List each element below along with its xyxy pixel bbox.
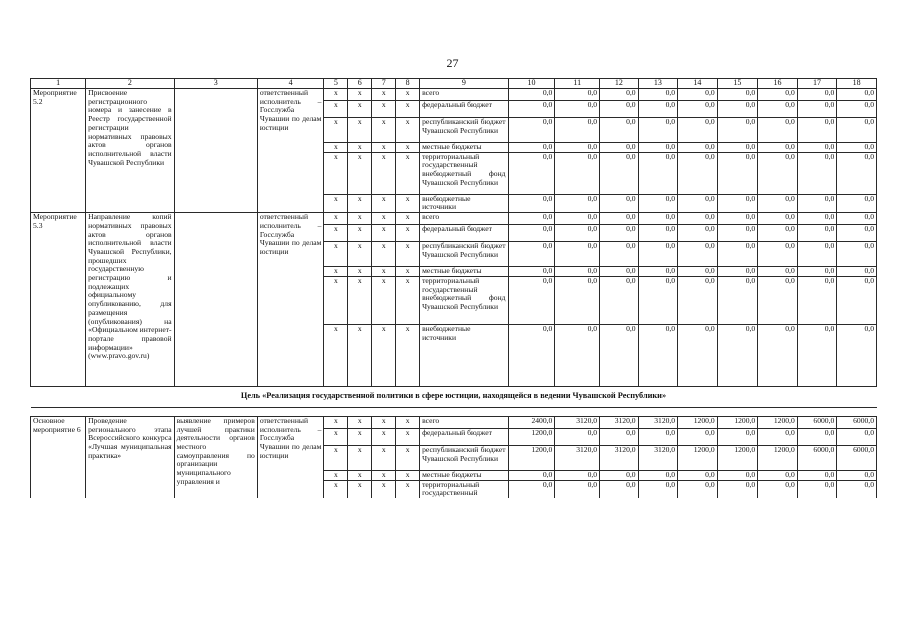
code-cell: x [396, 101, 420, 118]
funding-source-cell: местные бюджеты [420, 143, 508, 153]
value-cell: 0,0 [555, 152, 600, 194]
value-cell: 0,0 [555, 118, 600, 143]
value-cell: 0,0 [600, 213, 639, 225]
funding-source-cell: внебюджетные источники [420, 324, 508, 386]
value-cell: 0,0 [837, 428, 877, 445]
code-cell: x [372, 445, 396, 470]
code-cell: x [396, 152, 420, 194]
code-cell: x [348, 213, 372, 225]
value-cell: 0,0 [508, 152, 555, 194]
value-cell: 1200,0 [717, 416, 758, 428]
value-cell: 1200,0 [717, 445, 758, 470]
code-cell: x [324, 416, 348, 428]
value-cell: 0,0 [678, 470, 718, 480]
value-cell: 0,0 [678, 225, 718, 242]
value-cell: 0,0 [837, 152, 877, 194]
column-number-header: 18 [837, 79, 877, 89]
code-cell: x [396, 242, 420, 267]
column-number-header: 15 [717, 79, 758, 89]
table-body [31, 79, 877, 498]
funding-table [30, 78, 877, 498]
value-cell: 0,0 [678, 89, 718, 101]
value-cell: 0,0 [717, 480, 758, 498]
code-cell: x [324, 225, 348, 242]
code-cell: x [372, 480, 396, 498]
value-cell: 1200,0 [758, 445, 798, 470]
value-cell: 0,0 [555, 276, 600, 324]
value-cell: 0,0 [600, 118, 639, 143]
code-cell: x [324, 242, 348, 267]
event-name-cell: Мероприятие 5.3 [31, 213, 86, 387]
value-cell: 6000,0 [837, 445, 877, 470]
funding-source-cell: федеральный бюджет [420, 101, 508, 118]
value-cell: 0,0 [508, 470, 555, 480]
value-cell: 6000,0 [797, 416, 837, 428]
value-cell: 0,0 [508, 89, 555, 101]
code-cell: x [396, 445, 420, 470]
value-cell: 0,0 [837, 267, 877, 277]
code-cell: x [372, 428, 396, 445]
code-cell: x [372, 225, 396, 242]
code-cell: x [396, 213, 420, 225]
value-cell: 1200,0 [678, 445, 718, 470]
code-cell: x [396, 143, 420, 153]
column-number-header: 8 [396, 79, 420, 89]
value-cell: 0,0 [678, 276, 718, 324]
value-cell: 0,0 [555, 428, 600, 445]
value-cell: 0,0 [555, 213, 600, 225]
code-cell: x [324, 480, 348, 498]
funding-source-cell: республиканский бюджет Чувашской Республики [420, 118, 508, 143]
value-cell: 0,0 [758, 276, 798, 324]
value-cell: 0,0 [555, 194, 600, 212]
value-cell: 0,0 [678, 242, 718, 267]
code-cell: x [396, 118, 420, 143]
code-cell: x [372, 213, 396, 225]
code-cell: x [324, 194, 348, 212]
code-cell: x [324, 213, 348, 225]
funding-source-cell: всего [420, 416, 508, 428]
value-cell: 0,0 [797, 101, 837, 118]
value-cell: 0,0 [638, 324, 678, 386]
value-cell: 0,0 [837, 470, 877, 480]
column-number-header: 6 [348, 79, 372, 89]
value-cell: 0,0 [837, 276, 877, 324]
value-cell: 1200,0 [508, 445, 555, 470]
value-cell: 0,0 [758, 267, 798, 277]
value-cell: 0,0 [508, 324, 555, 386]
value-cell: 0,0 [797, 242, 837, 267]
value-cell: 0,0 [600, 194, 639, 212]
value-cell: 0,0 [758, 213, 798, 225]
code-cell: x [348, 242, 372, 267]
value-cell: 0,0 [555, 480, 600, 498]
funding-source-cell: внебюджетные источники [420, 194, 508, 212]
code-cell: x [396, 225, 420, 242]
value-cell: 0,0 [508, 276, 555, 324]
code-cell: x [372, 118, 396, 143]
code-cell: x [396, 480, 420, 498]
value-cell: 0,0 [678, 267, 718, 277]
value-cell: 0,0 [508, 480, 555, 498]
code-cell: x [348, 276, 372, 324]
event-description-cell: Проведение регионального этапа Всероссийского конкурса «Лучшая муниципальная практика» [86, 416, 174, 498]
value-cell: 0,0 [638, 225, 678, 242]
code-cell: x [372, 242, 396, 267]
value-cell: 0,0 [508, 101, 555, 118]
code-cell: x [372, 143, 396, 153]
value-cell: 0,0 [837, 118, 877, 143]
code-cell: x [348, 416, 372, 428]
value-cell: 0,0 [555, 225, 600, 242]
code-cell: x [348, 143, 372, 153]
value-cell: 3120,0 [600, 445, 639, 470]
code-cell: x [348, 445, 372, 470]
value-cell: 0,0 [758, 225, 798, 242]
value-cell: 0,0 [797, 152, 837, 194]
value-cell: 0,0 [717, 242, 758, 267]
value-cell: 0,0 [678, 428, 718, 445]
value-cell: 0,0 [638, 118, 678, 143]
value-cell: 0,0 [678, 480, 718, 498]
column-number-header: 14 [678, 79, 718, 89]
goal-link-cell [174, 89, 257, 213]
code-cell: x [348, 428, 372, 445]
code-cell: x [372, 276, 396, 324]
value-cell: 0,0 [797, 225, 837, 242]
value-cell: 0,0 [638, 480, 678, 498]
column-number-header: 7 [372, 79, 396, 89]
value-cell: 0,0 [758, 194, 798, 212]
value-cell: 0,0 [797, 324, 837, 386]
value-cell: 1200,0 [508, 428, 555, 445]
value-cell: 0,0 [717, 194, 758, 212]
code-cell: x [348, 225, 372, 242]
goal-row [31, 386, 877, 407]
value-cell: 0,0 [678, 194, 718, 212]
code-cell: x [324, 445, 348, 470]
value-cell: 0,0 [797, 480, 837, 498]
value-cell: 2400,0 [508, 416, 555, 428]
code-cell: x [396, 324, 420, 386]
value-cell: 0,0 [717, 213, 758, 225]
code-cell: x [372, 101, 396, 118]
value-cell: 0,0 [837, 480, 877, 498]
value-cell: 0,0 [555, 267, 600, 277]
value-cell: 0,0 [508, 118, 555, 143]
column-number-header: 11 [555, 79, 600, 89]
value-cell: 0,0 [717, 324, 758, 386]
value-cell: 0,0 [678, 324, 718, 386]
code-cell: x [372, 324, 396, 386]
value-cell: 0,0 [638, 213, 678, 225]
spacer-cell [31, 407, 877, 416]
value-cell: 0,0 [837, 324, 877, 386]
code-cell: x [396, 470, 420, 480]
code-cell: x [324, 470, 348, 480]
code-cell: x [324, 276, 348, 324]
value-cell: 0,0 [837, 143, 877, 153]
value-cell: 0,0 [600, 242, 639, 267]
value-cell: 6000,0 [837, 416, 877, 428]
value-cell: 0,0 [600, 101, 639, 118]
value-cell: 0,0 [837, 194, 877, 212]
executor-cell: ответственный исполнитель – Госслужба Чувашии по делам юстиции [257, 416, 324, 498]
value-cell: 0,0 [837, 213, 877, 225]
value-cell: 0,0 [837, 242, 877, 267]
code-cell: x [324, 267, 348, 277]
value-cell: 0,0 [638, 143, 678, 153]
value-cell: 0,0 [758, 324, 798, 386]
code-cell: x [372, 470, 396, 480]
table-row [31, 416, 877, 428]
value-cell: 0,0 [678, 143, 718, 153]
event-description-cell: Направление копий нормативных правовых актов органов исполнительной власти Чувашской Республики, прошедших государственную регистрацию и подлежащих официальному опубликованию, для размещения (опубликования) на «Официальном интернет-портале правовой информации» (www.pravo.gov.ru) [86, 213, 174, 387]
code-cell: x [348, 324, 372, 386]
value-cell: 1200,0 [678, 416, 718, 428]
executor-cell: ответственный исполнитель – Госслужба Чувашии по делам юстиции [257, 213, 324, 387]
column-number-header: 16 [758, 79, 798, 89]
column-number-header: 4 [257, 79, 324, 89]
value-cell: 0,0 [555, 101, 600, 118]
code-cell: x [348, 470, 372, 480]
value-cell: 0,0 [508, 242, 555, 267]
code-cell: x [348, 89, 372, 101]
code-cell: x [348, 267, 372, 277]
value-cell: 0,0 [638, 276, 678, 324]
column-number-header: 10 [508, 79, 555, 89]
funding-source-cell: всего [420, 213, 508, 225]
value-cell: 3120,0 [555, 416, 600, 428]
goal-link-cell [174, 213, 257, 387]
code-cell: x [324, 89, 348, 101]
funding-source-cell: территориальный государственный [420, 480, 508, 498]
value-cell: 0,0 [678, 118, 718, 143]
table-row [31, 89, 877, 101]
value-cell: 0,0 [638, 101, 678, 118]
value-cell: 0,0 [797, 428, 837, 445]
value-cell: 0,0 [508, 213, 555, 225]
funding-source-cell: территориальный государственный внебюджетный фонд Чувашской Республики [420, 152, 508, 194]
code-cell: x [372, 152, 396, 194]
value-cell: 3120,0 [638, 416, 678, 428]
value-cell: 0,0 [555, 324, 600, 386]
value-cell: 0,0 [758, 480, 798, 498]
table-row [31, 213, 877, 225]
value-cell: 0,0 [717, 267, 758, 277]
executor-cell: ответственный исполнитель – Госслужба Чувашии по делам юстиции [257, 89, 324, 213]
code-cell: x [396, 428, 420, 445]
value-cell: 0,0 [555, 89, 600, 101]
code-cell: x [396, 416, 420, 428]
value-cell: 0,0 [758, 470, 798, 480]
value-cell: 0,0 [717, 276, 758, 324]
code-cell: x [396, 194, 420, 212]
value-cell: 0,0 [555, 242, 600, 267]
value-cell: 0,0 [638, 152, 678, 194]
column-number-header: 13 [638, 79, 678, 89]
value-cell: 0,0 [678, 213, 718, 225]
value-cell: 0,0 [717, 470, 758, 480]
code-cell: x [348, 480, 372, 498]
value-cell: 0,0 [600, 267, 639, 277]
value-cell: 0,0 [600, 225, 639, 242]
value-cell: 0,0 [717, 89, 758, 101]
value-cell: 0,0 [758, 152, 798, 194]
page-number: 27 [446, 56, 459, 70]
funding-source-cell: местные бюджеты [420, 470, 508, 480]
funding-source-cell: федеральный бюджет [420, 428, 508, 445]
value-cell: 0,0 [638, 428, 678, 445]
funding-source-cell: республиканский бюджет Чувашской Республики [420, 445, 508, 470]
value-cell: 0,0 [797, 267, 837, 277]
column-number-header: 5 [324, 79, 348, 89]
value-cell: 0,0 [758, 143, 798, 153]
value-cell: 0,0 [797, 213, 837, 225]
value-cell: 0,0 [600, 470, 639, 480]
value-cell: 0,0 [638, 194, 678, 212]
column-number-header: 9 [420, 79, 508, 89]
value-cell: 0,0 [837, 101, 877, 118]
spacer-row [31, 407, 877, 416]
value-cell: 0,0 [837, 89, 877, 101]
value-cell: 0,0 [600, 324, 639, 386]
value-cell: 0,0 [758, 89, 798, 101]
value-cell: 0,0 [508, 225, 555, 242]
value-cell: 0,0 [717, 225, 758, 242]
value-cell: 1200,0 [758, 416, 798, 428]
value-cell: 0,0 [638, 470, 678, 480]
value-cell: 0,0 [717, 428, 758, 445]
code-cell: x [372, 416, 396, 428]
code-cell: x [396, 89, 420, 101]
code-cell: x [396, 276, 420, 324]
value-cell: 0,0 [717, 101, 758, 118]
value-cell: 0,0 [717, 143, 758, 153]
value-cell: 0,0 [678, 152, 718, 194]
value-cell: 0,0 [758, 101, 798, 118]
value-cell: 6000,0 [797, 445, 837, 470]
value-cell: 0,0 [600, 276, 639, 324]
code-cell: x [372, 267, 396, 277]
funding-source-cell: территориальный государственный внебюджетный фонд Чувашской Республики [420, 276, 508, 324]
funding-source-cell: федеральный бюджет [420, 225, 508, 242]
value-cell: 0,0 [717, 118, 758, 143]
value-cell: 0,0 [797, 143, 837, 153]
goal-heading: Цель «Реализация государственной политики в сфере юстиции, находящейся в ведении Чувашской Республики» [31, 386, 877, 407]
code-cell: x [348, 118, 372, 143]
column-number-header: 1 [31, 79, 86, 89]
value-cell: 0,0 [600, 480, 639, 498]
value-cell: 0,0 [797, 89, 837, 101]
code-cell: x [324, 101, 348, 118]
funding-source-cell: местные бюджеты [420, 267, 508, 277]
value-cell: 0,0 [638, 89, 678, 101]
column-number-header: 12 [600, 79, 639, 89]
event-name-cell: Основное мероприятие 6 [31, 416, 86, 498]
value-cell: 0,0 [758, 428, 798, 445]
value-cell: 0,0 [600, 143, 639, 153]
code-cell: x [324, 324, 348, 386]
value-cell: 0,0 [508, 194, 555, 212]
column-number-header: 17 [797, 79, 837, 89]
value-cell: 0,0 [555, 470, 600, 480]
value-cell: 0,0 [758, 118, 798, 143]
value-cell: 0,0 [600, 152, 639, 194]
value-cell: 0,0 [758, 242, 798, 267]
code-cell: x [348, 194, 372, 212]
table-header-row [31, 79, 877, 89]
value-cell: 0,0 [600, 428, 639, 445]
value-cell: 0,0 [600, 89, 639, 101]
value-cell: 3120,0 [555, 445, 600, 470]
value-cell: 0,0 [797, 118, 837, 143]
value-cell: 0,0 [797, 470, 837, 480]
value-cell: 0,0 [717, 152, 758, 194]
value-cell: 0,0 [638, 242, 678, 267]
value-cell: 0,0 [678, 101, 718, 118]
column-number-header: 2 [86, 79, 174, 89]
event-name-cell: Мероприятие 5.2 [31, 89, 86, 213]
code-cell: x [372, 89, 396, 101]
value-cell: 0,0 [555, 143, 600, 153]
value-cell: 3120,0 [600, 416, 639, 428]
code-cell: x [324, 428, 348, 445]
code-cell: x [324, 118, 348, 143]
column-number-header: 3 [174, 79, 257, 89]
value-cell: 0,0 [508, 267, 555, 277]
code-cell: x [348, 152, 372, 194]
value-cell: 3120,0 [638, 445, 678, 470]
value-cell: 0,0 [638, 267, 678, 277]
goal-link-cell: выявление примеров лучшей практики деятельности органов местного самоуправления по организации муниципального управления и [174, 416, 257, 498]
funding-source-cell: республиканский бюджет Чувашской Республики [420, 242, 508, 267]
code-cell: x [348, 101, 372, 118]
value-cell: 0,0 [837, 225, 877, 242]
event-description-cell: Присвоение регистрационного номера и занесение в Реестр государственной регистрации нормативных правовых актов органов исполнительной власти Чувашской Республики [86, 89, 174, 213]
code-cell: x [324, 152, 348, 194]
value-cell: 0,0 [797, 276, 837, 324]
code-cell: x [372, 194, 396, 212]
code-cell: x [396, 267, 420, 277]
value-cell: 0,0 [797, 194, 837, 212]
code-cell: x [324, 143, 348, 153]
funding-source-cell: всего [420, 89, 508, 101]
value-cell: 0,0 [508, 143, 555, 153]
